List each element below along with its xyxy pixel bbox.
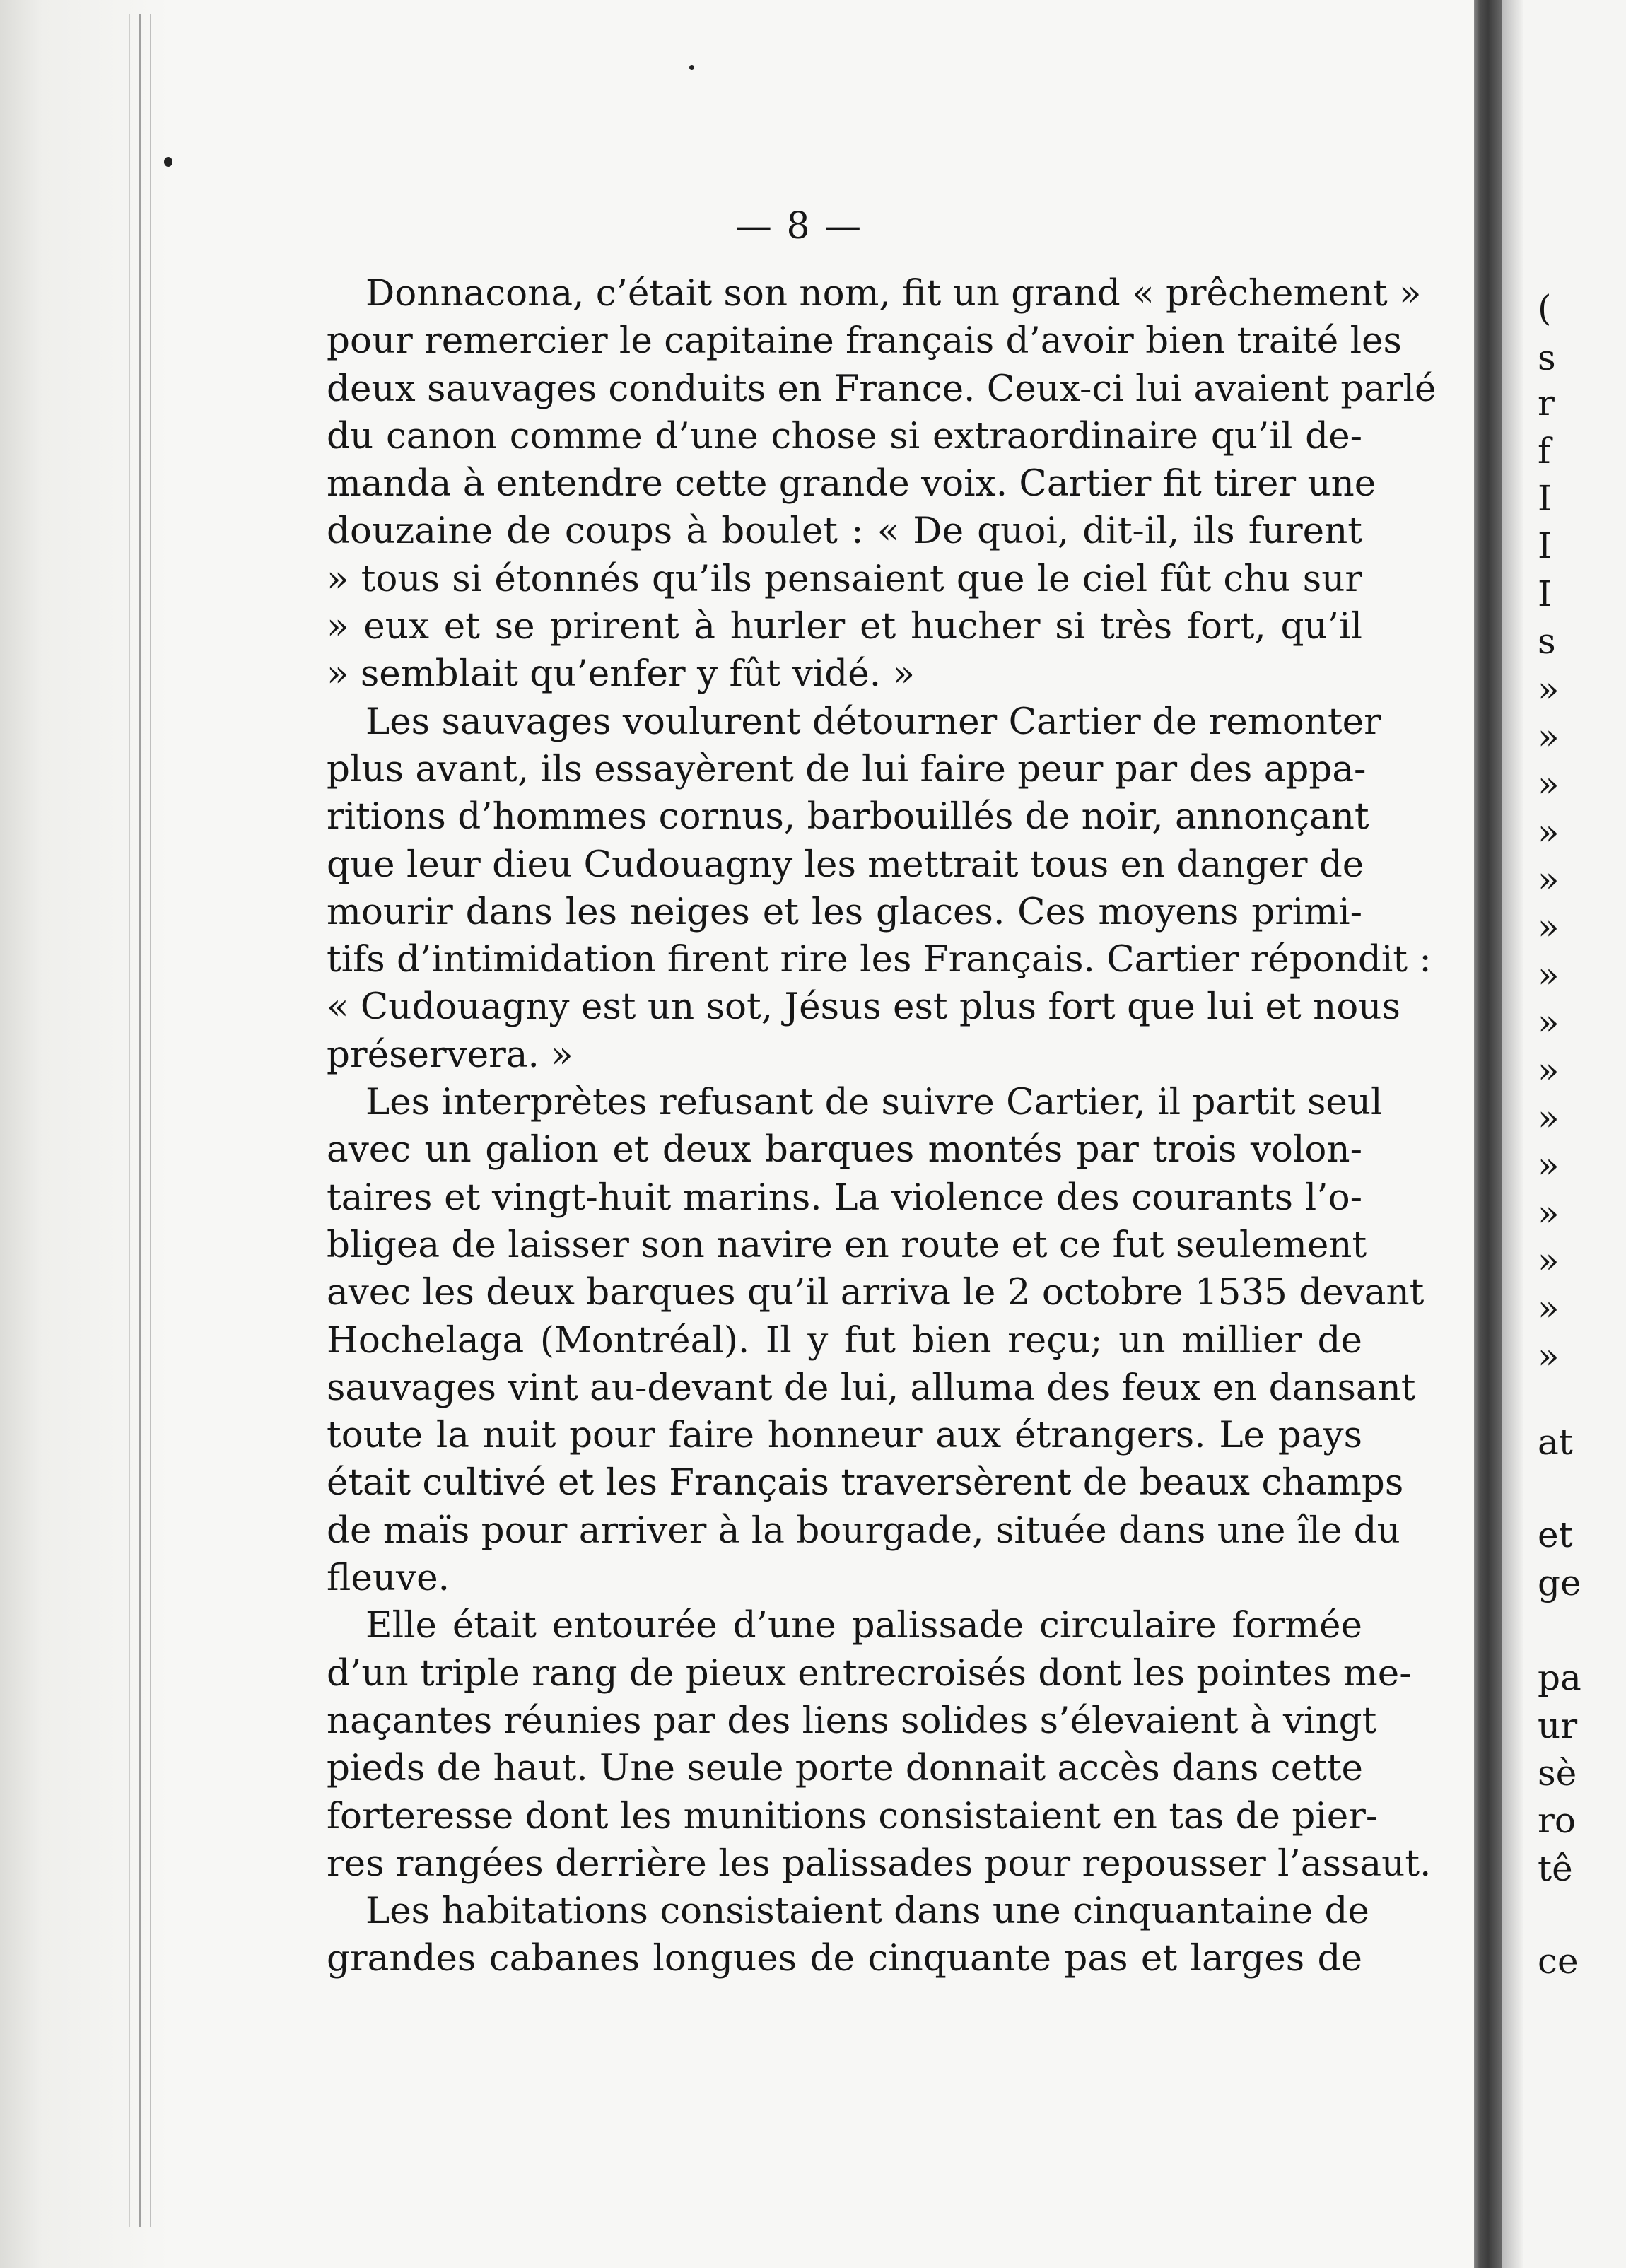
text-line: Hochelaga (Montréal). Il y fut bien reçu; un millier de <box>327 1319 1362 1362</box>
facing-page-fragment: » <box>1538 811 1560 853</box>
binding-edge-line <box>150 14 151 2227</box>
facing-page-fragment: » <box>1538 1192 1560 1234</box>
text-line: bligea de laisser son navire en route et ce fut seulement <box>327 1223 1367 1266</box>
text-line: pieds de haut. Une seule porte donnait accès dans cette <box>327 1747 1363 1790</box>
facing-page-fragment: ur <box>1538 1705 1578 1746</box>
text-line: tifs d’intimidation firent rire les Français. Cartier répondit : <box>327 938 1432 981</box>
text-line: naçantes réunies par des liens solides s’élevaient à vingt <box>327 1699 1377 1742</box>
text-line: Donnacona, c’était son nom, fit un grand « prêchement » <box>365 272 1422 315</box>
facing-page-fragment: » <box>1538 954 1560 995</box>
text-line: que leur dieu Cudouagny les mettrait tous en danger de <box>327 843 1364 886</box>
facing-page-fragment: » <box>1538 1335 1560 1376</box>
facing-page-edge <box>1523 0 1626 2268</box>
facing-page-fragment: I <box>1538 525 1552 567</box>
text-line: deux sauvages conduits en France. Ceux-ci lui avaient parlé <box>327 367 1437 410</box>
text-line: grandes cabanes longues de cinquante pas et larges de <box>327 1937 1362 1980</box>
facing-page-fragment: sè <box>1538 1752 1577 1794</box>
page-number: — 8 — <box>735 205 863 247</box>
facing-page-fragment: ro <box>1538 1800 1577 1842</box>
text-line: mourir dans les neiges et les glaces. Ces moyens primi- <box>327 890 1362 933</box>
text-line: Les habitations consistaient dans une cinquantaine de <box>365 1890 1369 1933</box>
text-line: forteresse dont les munitions consistaient en tas de pier- <box>327 1794 1379 1837</box>
text-line: toute la nuit pour faire honneur aux étrangers. Le pays <box>327 1414 1362 1457</box>
facing-page-fragment: » <box>1538 906 1560 948</box>
ink-speck <box>164 157 172 167</box>
facing-page-fragment: ce <box>1538 1941 1579 1982</box>
text-line: res rangées derrière les palissades pour repousser l’assaut. <box>327 1842 1432 1885</box>
facing-page-fragment: tê <box>1538 1847 1573 1889</box>
book-gutter <box>1474 0 1502 2268</box>
facing-page-fragment: s <box>1538 337 1556 379</box>
facing-page-fragment: r <box>1538 382 1555 424</box>
text-line: manda à entendre cette grande voix. Cartier fit tirer une <box>327 462 1376 505</box>
binding-edge-line <box>139 14 141 2227</box>
facing-page-fragment: pa <box>1538 1657 1581 1699</box>
facing-page-fragment: » <box>1538 715 1560 757</box>
text-line: avec un galion et deux barques montés par trois volon- <box>327 1128 1362 1171</box>
text-line: plus avant, ils essayèrent de lui faire peur par des appa- <box>327 747 1367 790</box>
text-line: douzaine de coups à boulet : « De quoi, dit-il, ils furent <box>327 510 1362 553</box>
text-line: du canon comme d’une chose si extraordinaire qu’il de- <box>327 414 1362 457</box>
facing-page-fragment: ge <box>1538 1562 1581 1603</box>
text-line: taires et vingt-huit marins. La violence des courants l’o- <box>327 1176 1362 1219</box>
facing-page-fragment: » <box>1538 668 1560 710</box>
text-line: fleuve. <box>327 1557 450 1600</box>
ink-speck <box>689 65 694 70</box>
text-line: préservera. » <box>327 1033 573 1076</box>
facing-page-fragment: » <box>1538 1239 1560 1281</box>
facing-page-fragment: » <box>1538 859 1560 901</box>
facing-page-fragment: » <box>1538 764 1560 805</box>
text-line: Les interprètes refusant de suivre Cartier, il partit seul <box>365 1081 1383 1124</box>
text-line: pour remercier le capitaine français d’avoir bien traité les <box>327 320 1402 363</box>
binding-edge-line <box>129 14 130 2227</box>
facing-page-fragment: I <box>1538 478 1552 520</box>
facing-page-fragment: f <box>1538 430 1551 472</box>
facing-page-fragment: I <box>1538 573 1552 614</box>
text-line: » tous si étonnés qu’ils pensaient que le ciel fût chu sur <box>327 557 1362 600</box>
text-line: avec les deux barques qu’il arriva le 2 octobre 1535 devant <box>327 1271 1425 1314</box>
facing-page-fragment: » <box>1538 1097 1560 1138</box>
text-line: d’un triple rang de pieux entrecroisés dont les pointes me- <box>327 1652 1412 1695</box>
text-line: Les sauvages voulurent détourner Cartier de remonter <box>365 700 1381 743</box>
gutter-shadow <box>1502 0 1523 2268</box>
text-line: ritions d’hommes cornus, barbouillés de noir, annonçant <box>327 795 1369 838</box>
facing-page-fragment: » <box>1538 1145 1560 1186</box>
text-line: « Cudouagny est un sot, Jésus est plus fort que lui et nous <box>327 986 1400 1029</box>
facing-page-fragment: » <box>1538 1287 1560 1329</box>
body-text <box>327 270 1437 1983</box>
facing-page-fragment: s <box>1538 621 1556 662</box>
text-line: de maïs pour arriver à la bourgade, située dans une île du <box>327 1509 1400 1552</box>
facing-page-fragment: at <box>1538 1421 1573 1463</box>
text-line: sauvages vint au-devant de lui, alluma des feux en dansant <box>327 1366 1416 1409</box>
facing-page-fragment: » <box>1538 1002 1560 1044</box>
facing-page-fragment: » <box>1538 1049 1560 1091</box>
left-binding-shadow <box>0 0 170 2268</box>
text-line: était cultivé et les Français traversèrent de beaux champs <box>327 1461 1404 1504</box>
facing-page-fragment: et <box>1538 1514 1573 1556</box>
text-line: » eux et se prirent à hurler et hucher si très fort, qu’il <box>327 605 1362 648</box>
text-line: » semblait qu’enfer y fût vidé. » <box>327 653 915 696</box>
facing-page-fragment: ( <box>1538 287 1552 329</box>
text-line: Elle était entourée d’une palissade circulaire formée <box>365 1604 1362 1647</box>
